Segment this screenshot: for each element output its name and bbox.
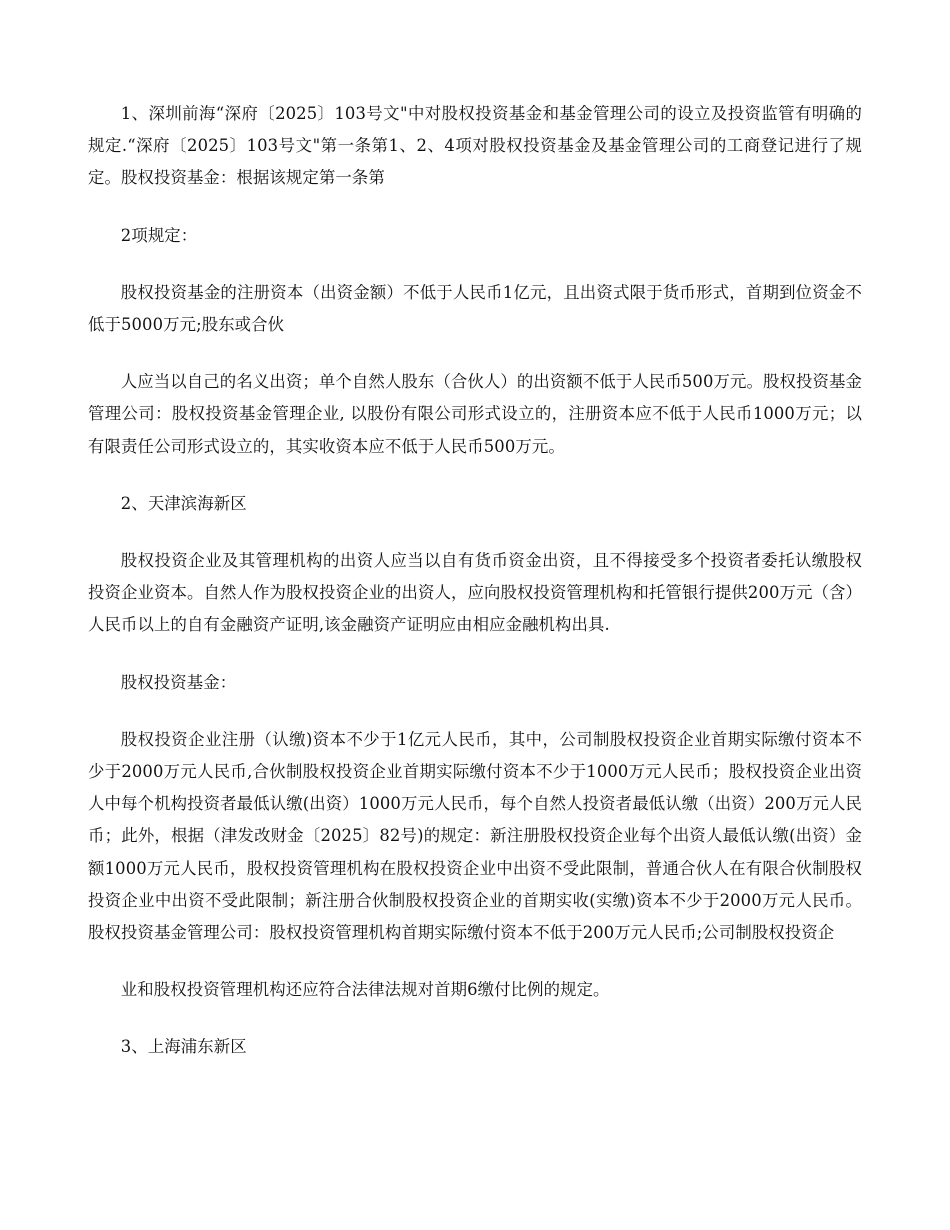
paragraph-payment-ratio: 业和股权投资管理机构还应符合法律法规对首期6缴付比例的规定。 [120, 980, 610, 1000]
section-heading-tianjin: 2、天津滨海新区 [120, 493, 247, 513]
paragraph-shenzhen-intro: 1、深圳前海“深府〔2025〕103号文"中对股权投资基金和基金管理公司的设立及投资监管有明确的规定.“深府〔2025〕103号文"第一条第1、2、4项对股权投资基金及基金管理公司的工商登记进行了规定。股权投资基金：根据该规定第一条第 [88, 104, 862, 188]
paragraph-item-2-rule: 2项规定： [120, 225, 198, 245]
section-heading-shanghai: 3、上海浦东新区 [120, 1037, 247, 1057]
subheading-equity-fund: 股权投资基金： [120, 672, 237, 692]
paragraph-fund-capital: 股权投资基金的注册资本（出资金额）不低于人民币1亿元，且出资式限于货币形式，首期到位资金不低于5000万元;股东或合伙 [88, 282, 862, 335]
paragraph-fund-manager-capital: 人应当以自己的名义出资；单个自然人股东（合伙人）的出资额不低于人民币500万元。股权投资基金管理公司：股权投资基金管理企业, 以股份有限公司形式设立的，注册资本应不低于人民币1000万元；以有限责任公司形式设立的，其实收资本应不低于人民币500万元。 [88, 372, 862, 456]
paragraph-tianjin-investors: 股权投资企业及其管理机构的出资人应当以自有货币资金出资，且不得接受多个投资者委托认缴股权投资企业资本。自然人作为股权投资企业的出资人，应向股权投资管理机构和托管银行提供200万元（含）人民币以上的自有金融资产证明,该金融资产证明应由相应金融机构出具. [88, 551, 862, 635]
paragraph-tianjin-capital-rules: 股权投资企业注册（认缴)资本不少于1亿元人民币，其中，公司制股权投资企业首期实际缴付资本不少于2000万元人民币,合伙制股权投资企业首期实际缴付资本不少于1000万元人民币；股权投资企业出资人中每个机构投资者最低认缴(出资）1000万元人民币，每个自然人投资者最低认缴（出资）200万元人民币；此外，根据（津发改财金〔2025〕82号)的规定：新注册股权投资企业每个出资人最低认缴(出资）金额1000万元人民币，股权投资管理机构在股权投资企业中出资不受此限制，普通合伙人在有限合伙制股权投资企业中出资不受此限制；新注册合伙制股权投资企业的首期实收(实缴)资本不少于2000万元人民币。股权投资基金管理公司：股权投资管理机构首期实际缴付资本不低于200万元人民币;公司制股权投资企 [88, 729, 862, 943]
